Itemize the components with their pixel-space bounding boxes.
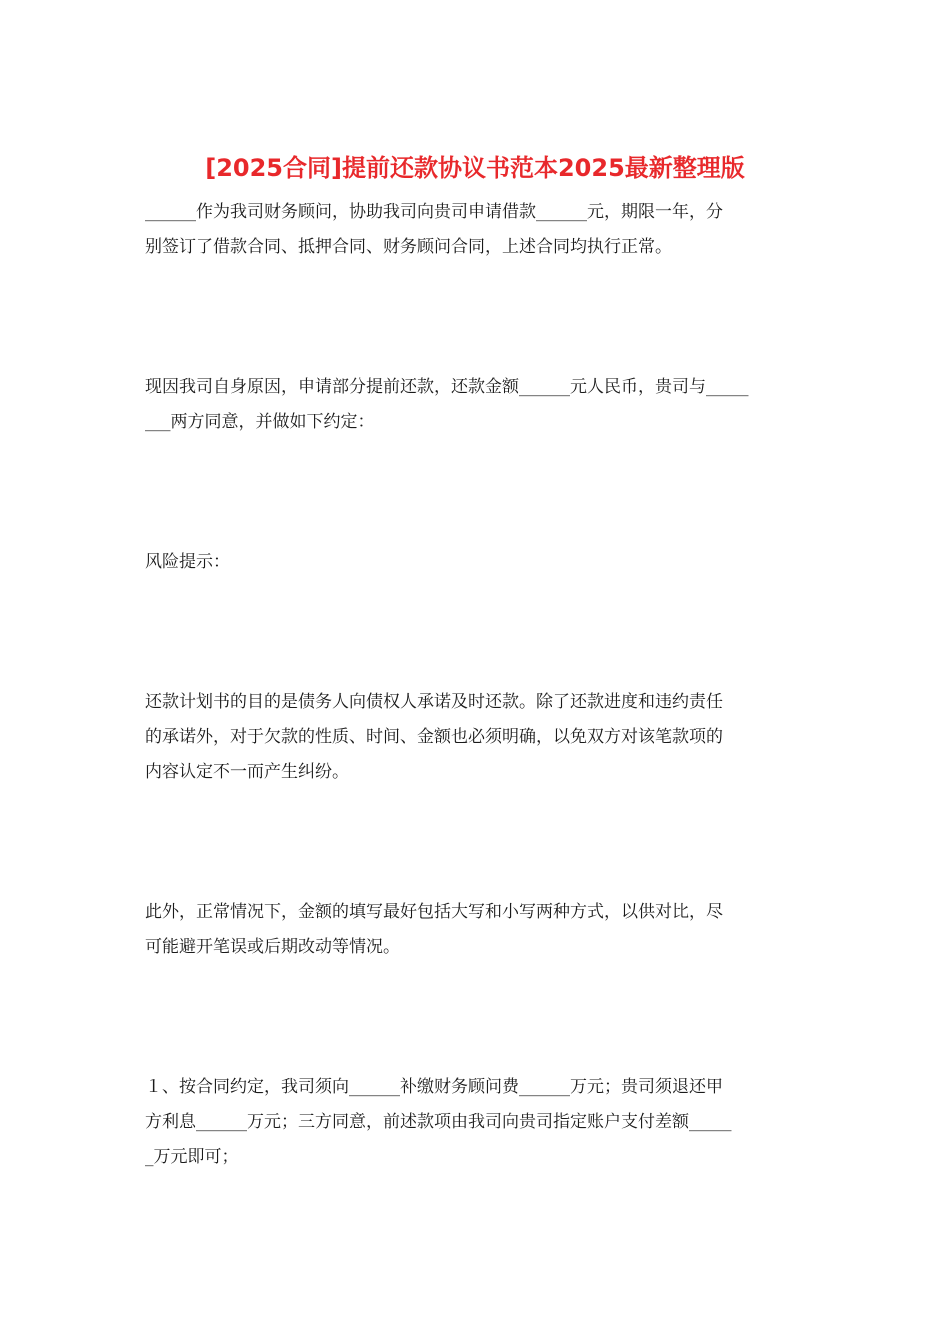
- paragraph-risk-heading: [145, 545, 810, 580]
- text-line: 还款计划书的目的是债务人向债权人承诺及时还款。除了还款进度和违约责任: [145, 692, 723, 712]
- text-line: 的承诺外，对于欠款的性质、时间、金额也必须明确，以免双方对该笔款项的: [145, 727, 723, 747]
- text-line: 内容认定不一而产生纠纷。: [145, 762, 349, 782]
- paragraph-purpose: [145, 685, 810, 790]
- text-line: 风险提示：: [145, 552, 230, 572]
- text-line: 方利息______万元；三方同意，前述款项由我司向贵司指定账户支付差额_____: [145, 1112, 732, 1132]
- text-line: 可能避开笔误或后期改动等情况。: [145, 937, 400, 957]
- text-line: 别签订了借款合同、抵押合同、财务顾问合同，上述合同均执行正常。: [145, 237, 672, 257]
- text-line: 此外，正常情况下，金额的填写最好包括大写和小写两种方式，以供对比，尽: [145, 902, 723, 922]
- text-line: ______作为我司财务顾问，协助我司向贵司申请借款______元，期限一年，分: [145, 202, 723, 222]
- paragraph-intro: [145, 195, 810, 265]
- paragraph-clause-1: [145, 1070, 810, 1175]
- text-line: １、按合同约定，我司须向______补缴财务顾问费______万元；贵司须退还甲: [145, 1077, 723, 1097]
- text-line: 现因我司自身原因，申请部分提前还款，还款金额______元人民币，贵司与_____: [145, 377, 749, 397]
- text-line: ___两方同意，并做如下约定：: [145, 412, 375, 432]
- paragraph-request: [145, 370, 810, 440]
- document-title: [2025合同]提前还款协议书范本2025最新整理版: [205, 154, 745, 182]
- paragraph-amount-note: [145, 895, 810, 965]
- text-line: _万元即可；: [145, 1147, 239, 1167]
